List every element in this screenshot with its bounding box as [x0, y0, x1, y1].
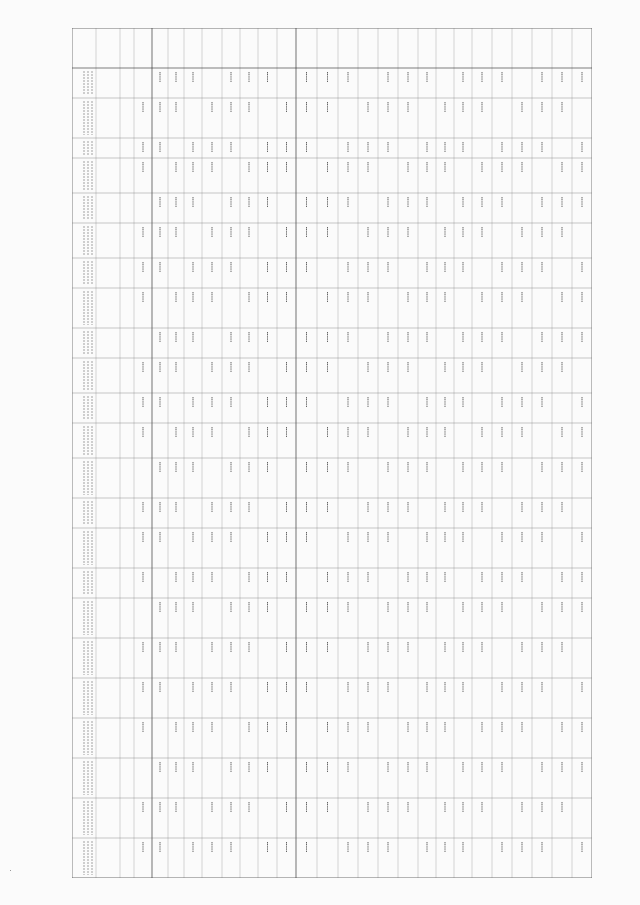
- table-grid: [72, 28, 592, 878]
- scan-speck: [10, 870, 11, 871]
- rotated-table-document: [72, 28, 592, 878]
- cell-text-marks: [84, 71, 582, 875]
